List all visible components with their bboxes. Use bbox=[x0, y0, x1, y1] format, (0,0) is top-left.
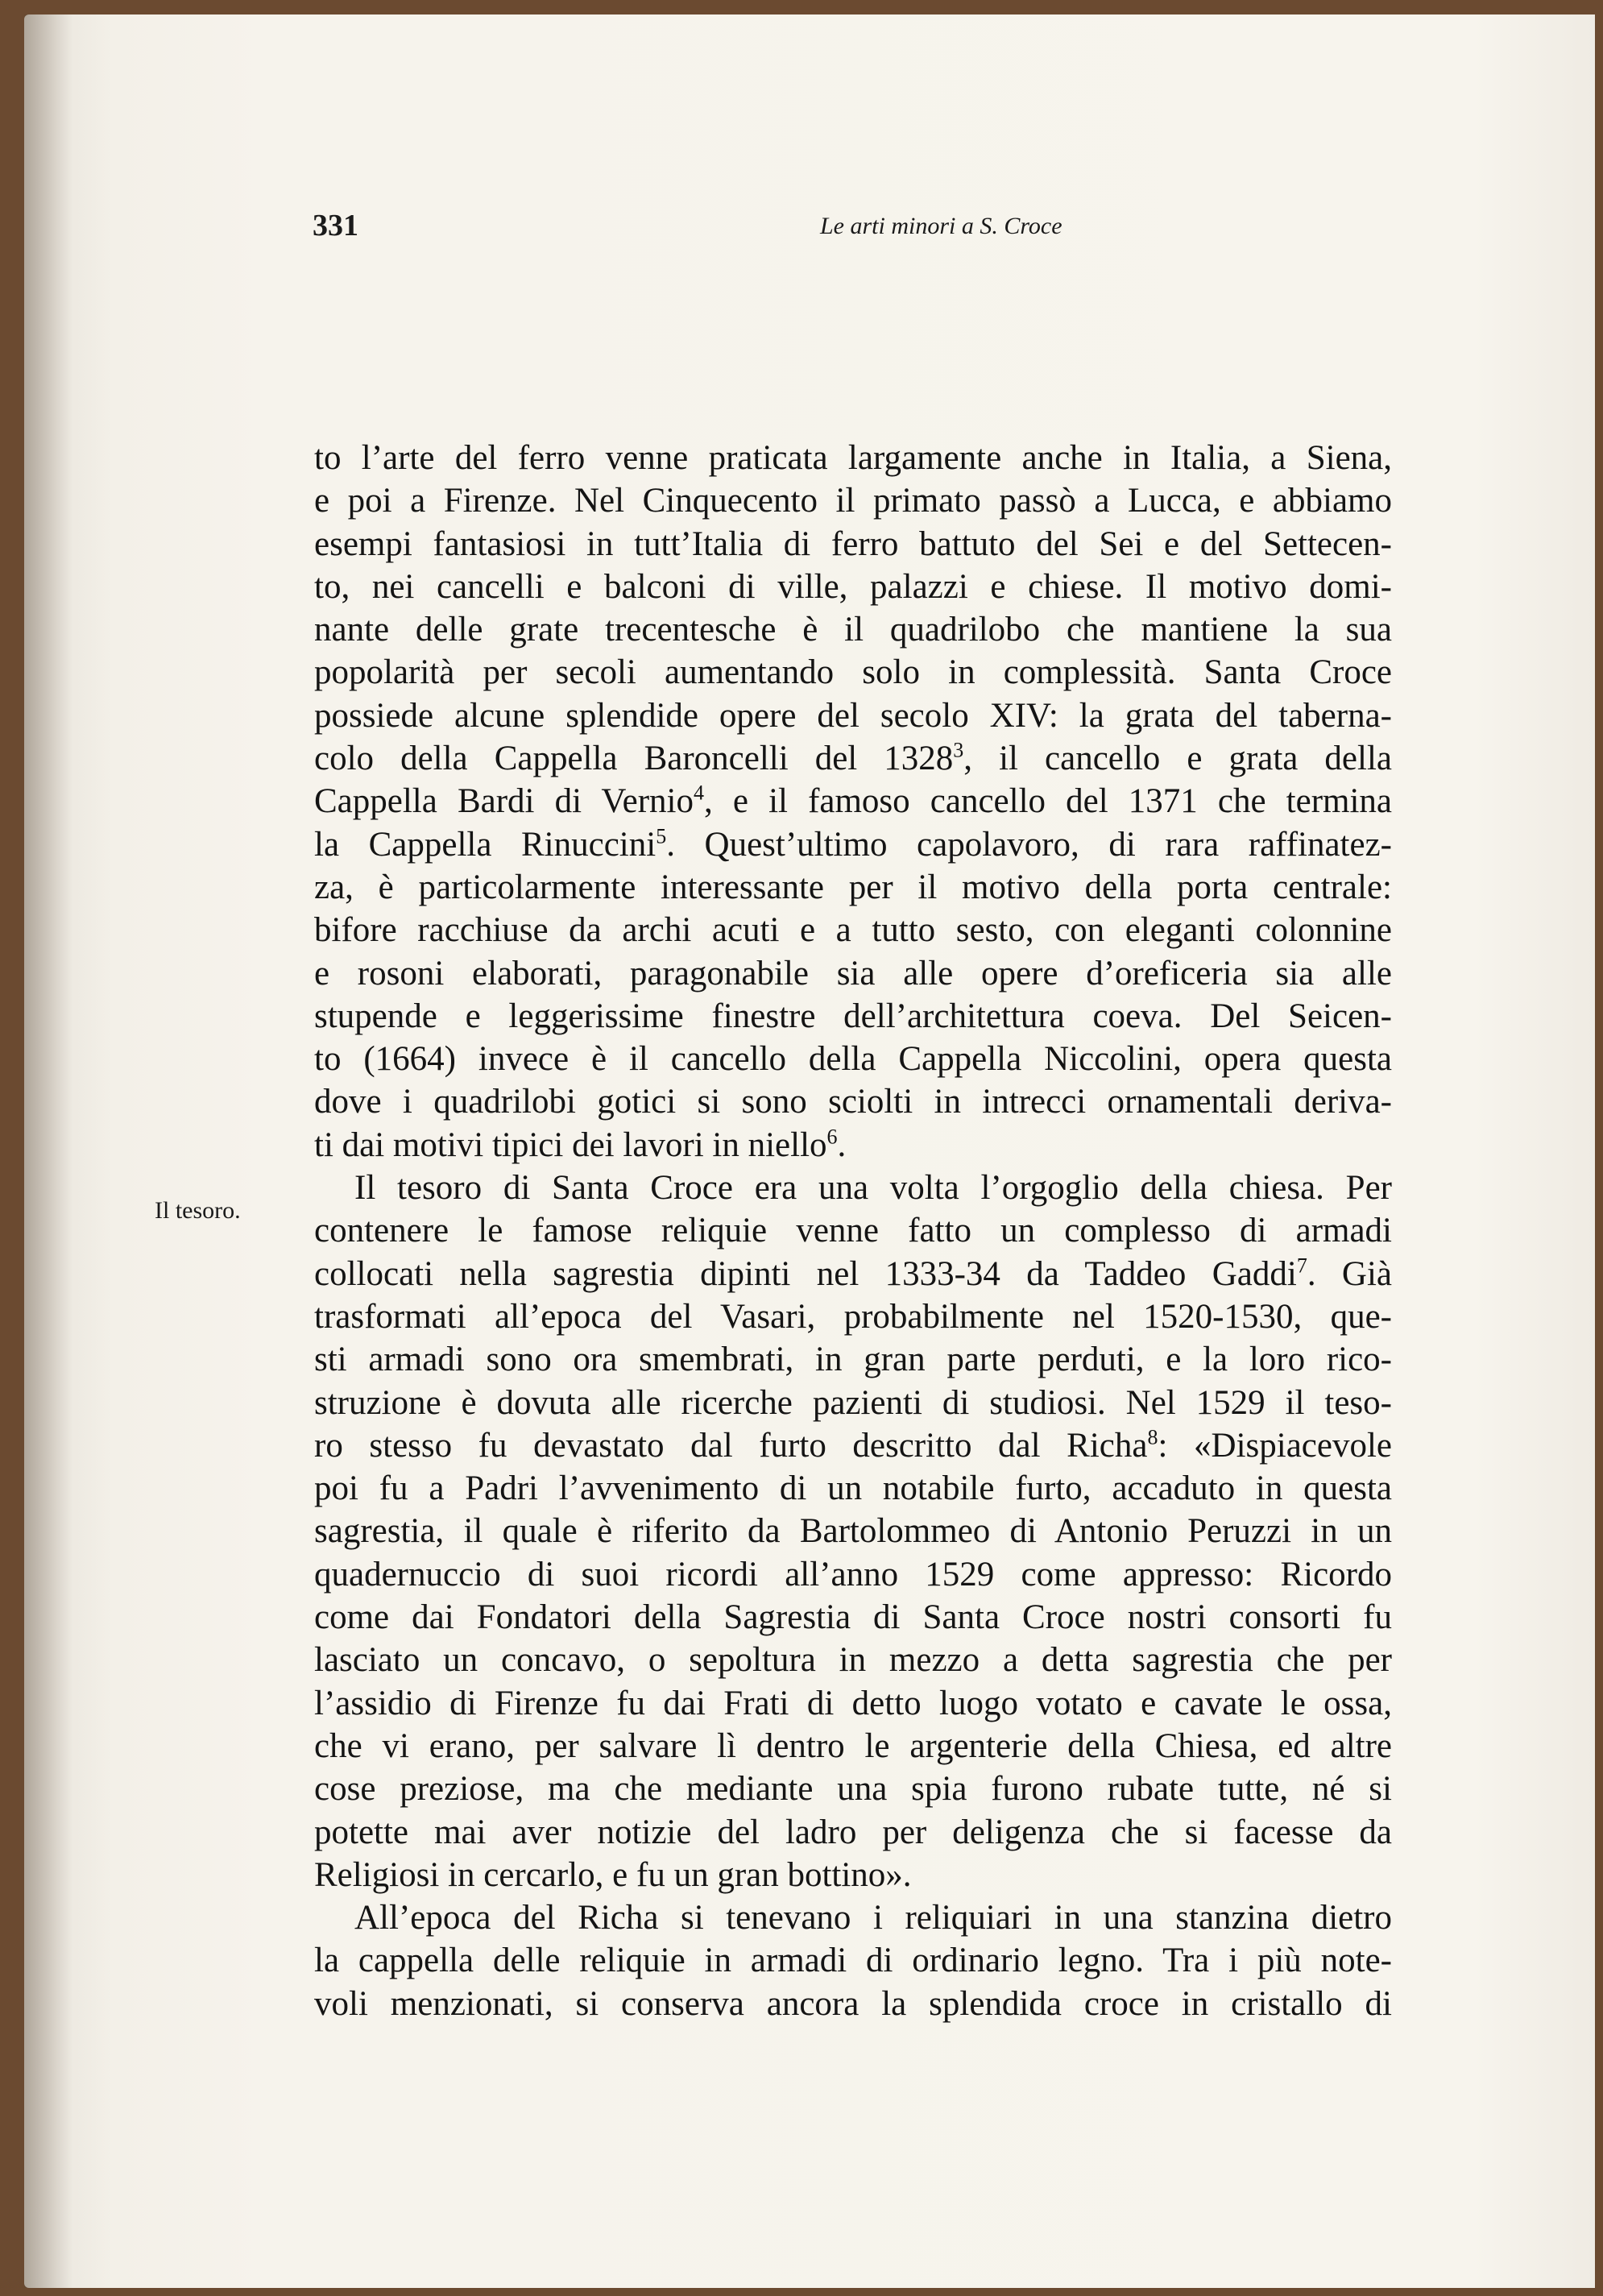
text-line-content: la cappella delle reliquie in armadi di ordinario legno. Tra i più note- bbox=[314, 1942, 1392, 1980]
text-line-content: popolarità per secoli aumentando solo in complessità. Santa Croce bbox=[314, 653, 1392, 692]
text-line bbox=[314, 1811, 1392, 1854]
footnote-marker: 8 bbox=[1147, 1425, 1158, 1449]
footnote-marker: 5 bbox=[656, 824, 667, 848]
text-line-content: potette mai aver notizie del ladro per deligenza che si facesse da bbox=[314, 1813, 1392, 1851]
text-line-content: sti armadi sono ora smembrati, in gran parte perduti, e la loro rico- bbox=[314, 1341, 1392, 1379]
text-line-content: che vi erano, per salvare lì dentro le argenterie della Chiesa, ed altre bbox=[314, 1726, 1392, 1765]
text-line bbox=[314, 608, 1392, 651]
text-line bbox=[314, 1338, 1392, 1381]
footnote-marker: 7 bbox=[1296, 1254, 1307, 1278]
text-line bbox=[314, 823, 1392, 866]
text-line-content: Il tesoro di Santa Croce era una volta l’orgoglio della chiesa. Per bbox=[354, 1169, 1392, 1208]
text-line-continuation: , il cancello e grata della bbox=[963, 740, 1392, 778]
text-line bbox=[314, 1682, 1392, 1725]
text-line bbox=[314, 1080, 1392, 1123]
text-line bbox=[314, 1124, 1392, 1167]
text-line-content: bifore racchiuse da archi acuti e a tutto sesto, con eleganti colonnine bbox=[314, 911, 1392, 950]
text-line-content: nante delle grate trecentesche è il quadrilobo che mantiene la sua bbox=[314, 611, 1392, 649]
text-line-content: to l’arte del ferro venne praticata largamente anche in Italia, a Siena, bbox=[314, 439, 1392, 477]
text-line bbox=[314, 1038, 1392, 1080]
text-line-content: to (1664) invece è il cancello della Cappella Niccolini, opera questa bbox=[314, 1040, 1392, 1079]
text-line bbox=[314, 737, 1392, 780]
text-line-content: l’assidio di Firenze fu dai Frati di detto luogo votato e cavate le ossa, bbox=[314, 1684, 1392, 1722]
text-line-continuation: . bbox=[837, 1125, 847, 1164]
text-line bbox=[314, 995, 1392, 1038]
text-line bbox=[314, 1209, 1392, 1252]
running-title: Le arti minori a S. Croce bbox=[820, 213, 1062, 239]
footnote-marker: 3 bbox=[953, 738, 964, 762]
text-line-content: colo della Cappella Baroncelli del 1328 bbox=[314, 740, 954, 778]
text-line-content: esempi fantasiosi in tutt’Italia di ferro battuto del Sei e del Settecen- bbox=[314, 524, 1392, 563]
text-line bbox=[314, 651, 1392, 694]
footnote-marker: 4 bbox=[694, 781, 705, 806]
text-line bbox=[314, 1424, 1392, 1467]
text-line bbox=[314, 866, 1392, 909]
footnote-marker: 6 bbox=[826, 1125, 838, 1149]
text-line-content: come dai Fondatori della Sagrestia di Santa Croce nostri consorti fu bbox=[314, 1598, 1392, 1637]
text-line-content: stupende e leggerissime finestre dell’architettura coeva. Del Seicen- bbox=[314, 997, 1392, 1035]
text-line-content: ti dai motivi tipici dei lavori in niello bbox=[314, 1125, 827, 1164]
text-line-content: e poi a Firenze. Nel Cinquecento il primato passò a Lucca, e abbiamo bbox=[314, 482, 1392, 520]
text-line-continuation: . Quest’ultimo capolavoro, di rara raffinatez- bbox=[666, 825, 1392, 864]
text-line-content: dove i quadrilobi gotici si sono sciolti in intrecci ornamentali deriva- bbox=[314, 1083, 1392, 1121]
text-line bbox=[314, 1725, 1392, 1768]
text-line bbox=[314, 1896, 1392, 1939]
text-line bbox=[314, 694, 1392, 737]
text-line-continuation: , e il famoso cancello del 1371 che termina bbox=[704, 782, 1392, 821]
text-line-content: lasciato un concavo, o sepoltura in mezzo a detta sagrestia che per bbox=[314, 1641, 1392, 1680]
text-line bbox=[314, 1253, 1392, 1295]
text-line bbox=[314, 1768, 1392, 1810]
text-line bbox=[314, 1639, 1392, 1681]
text-line-content: All’epoca del Richa si tenevano i reliquiari in una stanzina dietro bbox=[354, 1899, 1392, 1938]
text-line bbox=[314, 1983, 1392, 2025]
text-line bbox=[314, 1382, 1392, 1424]
text-line bbox=[314, 1167, 1392, 1209]
text-line-content: poi fu a Padri l’avvenimento di un notabile furto, accaduto in questa bbox=[314, 1469, 1392, 1508]
text-line bbox=[314, 1295, 1392, 1338]
text-line-content: trasformati all’epoca del Vasari, probabilmente nel 1520-1530, que- bbox=[314, 1297, 1392, 1336]
text-line-continuation: : «Dispiacevole bbox=[1158, 1426, 1392, 1465]
text-line bbox=[314, 1854, 1392, 1896]
text-line-content: cose preziose, ma che mediante una spia furono rubate tutte, né si bbox=[314, 1770, 1392, 1809]
text-line-content: struzione è dovuta alle ricerche pazienti di studiosi. Nel 1529 il teso- bbox=[314, 1383, 1392, 1422]
text-line bbox=[314, 1939, 1392, 1982]
body-text bbox=[314, 437, 1392, 2025]
text-line bbox=[314, 437, 1392, 479]
text-line-content: e rosoni elaborati, paragonabile sia alle opere d’oreficeria sia alle bbox=[314, 954, 1392, 993]
text-line-content: quadernuccio di suoi ricordi all’anno 1529 come appresso: Ricordo bbox=[314, 1555, 1392, 1594]
text-line-content: la Cappella Rinuccini bbox=[314, 825, 657, 864]
spine-shadow bbox=[24, 15, 72, 2288]
text-line bbox=[314, 1553, 1392, 1596]
text-line bbox=[314, 1510, 1392, 1552]
text-line-content: possiede alcune splendide opere del secolo XIV: la grata del taberna- bbox=[314, 696, 1392, 735]
text-line-continuation: . Già bbox=[1307, 1254, 1392, 1293]
text-line bbox=[314, 909, 1392, 951]
text-line-content: voli menzionati, si conserva ancora la splendida croce in cristallo di bbox=[314, 1984, 1392, 2023]
text-line-content: Cappella Bardi di Vernio bbox=[314, 782, 694, 821]
margin-note: Il tesoro. bbox=[155, 1197, 241, 1224]
text-line-content: Religiosi in cercarlo, e fu un gran bottino». bbox=[314, 1855, 912, 1894]
text-line bbox=[314, 479, 1392, 522]
page-header bbox=[313, 208, 1392, 248]
text-line bbox=[314, 780, 1392, 823]
page-number: 331 bbox=[313, 209, 358, 242]
text-line bbox=[314, 952, 1392, 995]
text-line-content: ro stesso fu devastato dal furto descritto dal Richa bbox=[314, 1426, 1148, 1465]
text-line-content: collocati nella sagrestia dipinti nel 1333-34 da Taddeo Gaddi bbox=[314, 1254, 1297, 1293]
text-line bbox=[314, 1596, 1392, 1639]
text-line-content: contenere le famose reliquie venne fatto un complesso di armadi bbox=[314, 1212, 1392, 1250]
text-line bbox=[314, 523, 1392, 566]
text-line bbox=[314, 1467, 1392, 1510]
text-line-content: sagrestia, il quale è riferito da Bartolommeo di Antonio Peruzzi in un bbox=[314, 1512, 1392, 1551]
text-line-content: to, nei cancelli e balconi di ville, palazzi e chiese. Il motivo domi- bbox=[314, 567, 1392, 606]
text-line-content: za, è particolarmente interessante per il motivo della porta centrale: bbox=[314, 868, 1392, 906]
text-line bbox=[314, 566, 1392, 608]
